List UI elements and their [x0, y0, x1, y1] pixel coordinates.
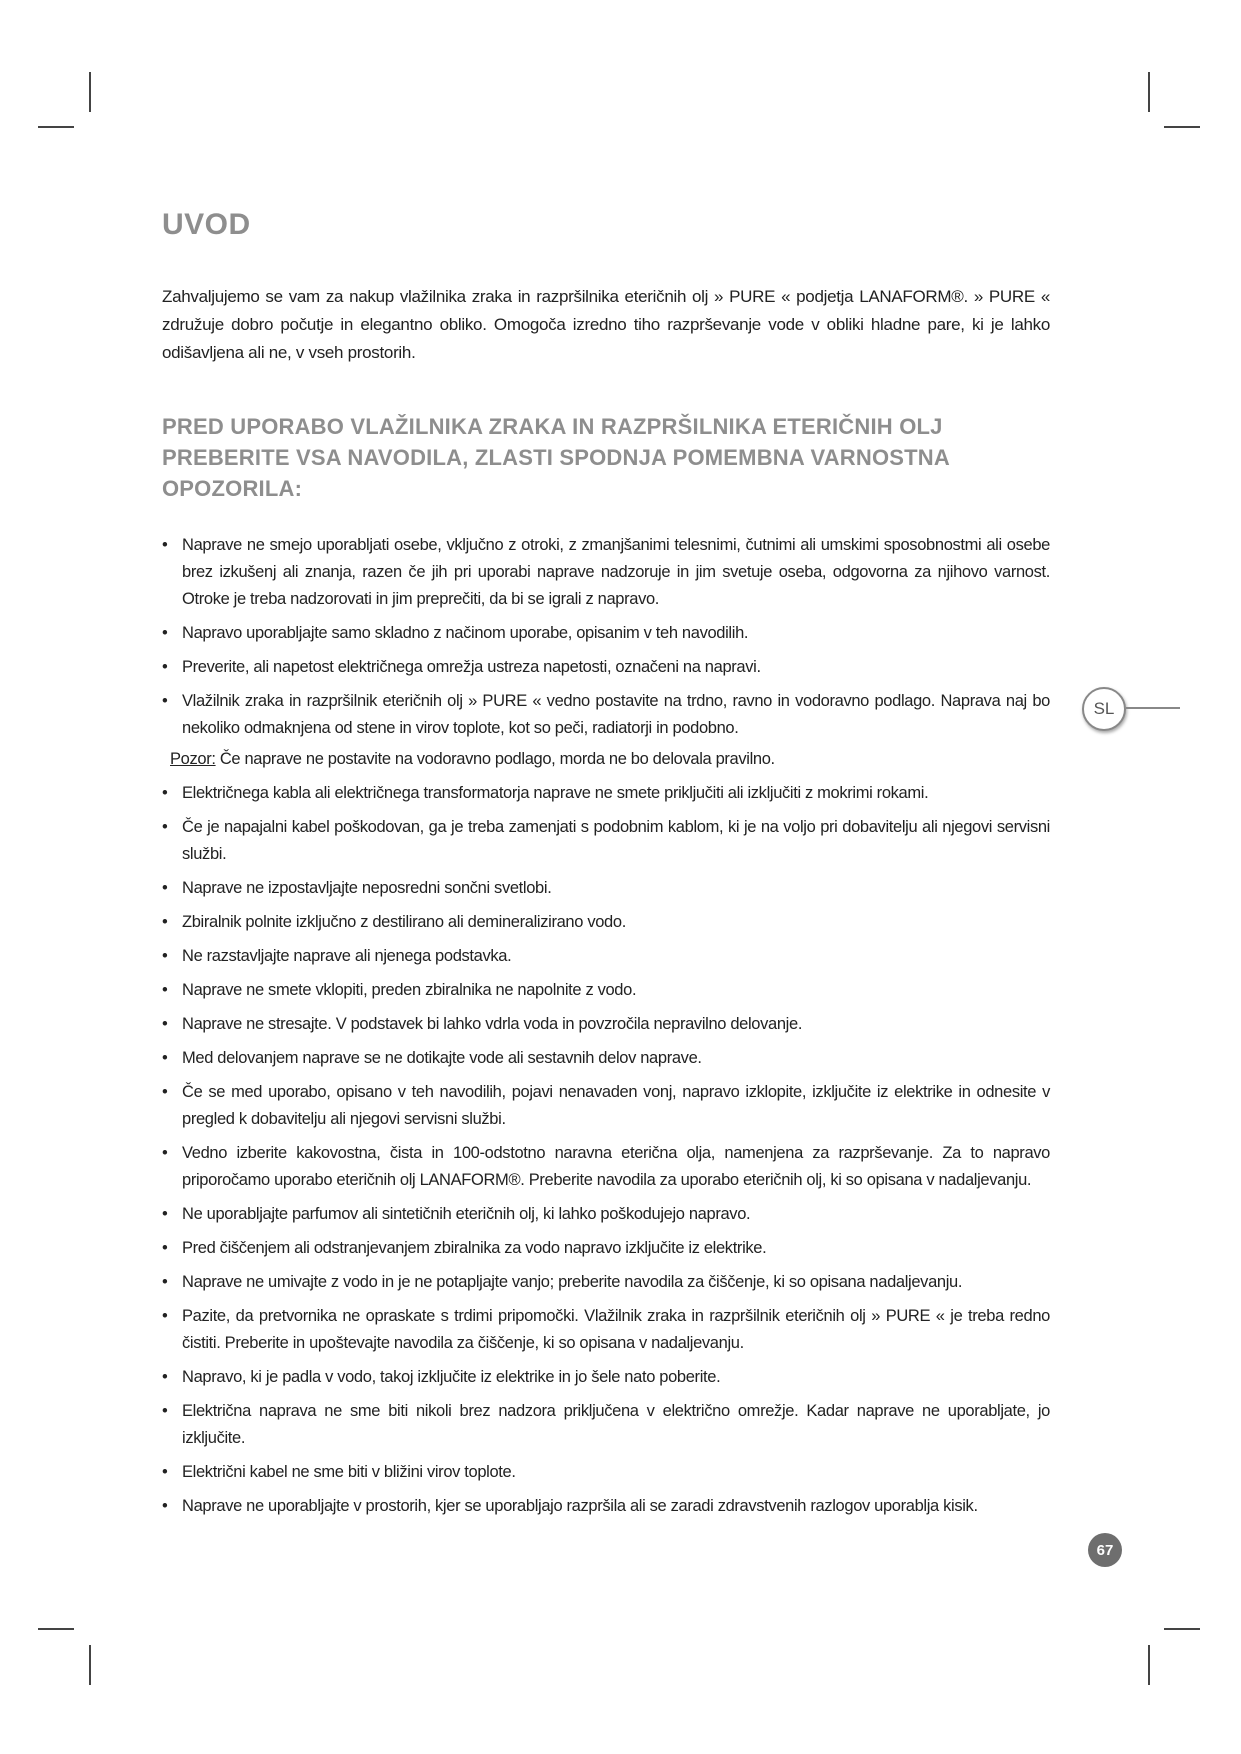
list-item: • Če se med uporabo, opisano v teh navodilih, pojavi nenavaden vonj, napravo izklopite, izključite iz elektrike in odnesite v pregled k dobavitelju ali njegovi servisni službi.	[162, 1079, 1050, 1133]
crop-mark-top-left-vertical	[89, 72, 91, 112]
caution-label: Pozor:	[170, 750, 216, 768]
list-item: • Vedno izberite kakovostna, čista in 100-odstotno naravna eterična olja, namenjena za razprševanje. Za to napravo priporočamo uporabo eteričnih olj LANAFORM®. Preberite navodila za uporabo eteričnih olj, ki so opisana v nadaljevanju.	[162, 1140, 1050, 1194]
list-item: • Pazite, da pretvornika ne opraskate s trdimi pripomočki. Vlažilnik zraka in razpršilnik eteričnih olj » PURE « je treba redno čistiti. Preberite in upoštevajte navodila za čiščenje, ki so opisana v nadaljevanju.	[162, 1303, 1050, 1357]
list-item: • Napravo, ki je padla v vodo, takoj izključite iz elektrike in jo šele nato poberite.	[162, 1364, 1050, 1391]
language-tab: SL	[1082, 687, 1126, 731]
caution-note	[162, 746, 1050, 773]
intro-paragraph: Zahvaljujemo se vam za nakup vlažilnika zraka in razpršilnika eteričnih olj » PURE « podjetja LANAFORM®. » PURE « združuje dobro počutje in elegantno obliko. Omogoča izredno tiho razprševanje vode v obliki hladne pare, ki je lahko odišavljena ali ne, v vseh prostorih.	[162, 287, 1050, 362]
list-item: • Preverite, ali napetost električnega omrežja ustreza napetosti, označeni na napravi.	[162, 654, 1050, 681]
list-item: • Električni kabel ne sme biti v bližini virov toplote.	[162, 1459, 1050, 1486]
page-number-badge: 67	[1088, 1533, 1122, 1567]
crop-mark-bottom-left-horizontal	[38, 1628, 74, 1630]
list-item: • Pred čiščenjem ali odstranjevanjem zbiralnika za vodo napravo izključite iz elektrike.	[162, 1235, 1050, 1262]
list-item: • Vlažilnik zraka in razpršilnik eteričnih olj » PURE « vedno postavite na trdno, ravno in vodoravno podlago. Naprava naj bo nekoliko odmaknjena od stene in virov toplote, kot so peči, radiatorji in podobno.	[162, 688, 1050, 742]
safety-warnings-list	[162, 532, 1050, 1520]
crop-mark-bottom-right-horizontal	[1164, 1628, 1200, 1630]
page-title: UVOD	[162, 208, 251, 241]
crop-mark-top-right-horizontal	[1164, 126, 1200, 128]
list-item: • Ne razstavljajte naprave ali njenega podstavka.	[162, 943, 1050, 970]
crop-mark-bottom-left-vertical	[89, 1645, 91, 1685]
list-item: • Naprave ne izpostavljajte neposredni sončni svetlobi.	[162, 875, 1050, 902]
caution-text: Če naprave ne postavite na vodoravno podlago, morda ne bo delovala pravilno.	[215, 750, 775, 768]
list-item: • Električna naprava ne sme biti nikoli brez nadzora priključena v električno omrežje. Kadar naprave ne uporabljate, jo izključite.	[162, 1398, 1050, 1452]
language-tab-line	[1126, 707, 1180, 709]
list-item: • Naprave ne umivajte z vodo in je ne potapljajte vanjo; preberite navodila za čiščenje, ki so opisana nadaljevanju.	[162, 1269, 1050, 1296]
warning-heading: PRED UPORABO VLAŽILNIKA ZRAKA IN RAZPRŠILNIKA ETERIČNIH OLJ PREBERITE VSA NAVODILA, ZLASTI SPODNJA POMEMBNA VARNOSTNA OPOZORILA:	[162, 414, 950, 501]
list-item: • Zbiralnik polnite izključno z destilirano ali demineralizirano vodo.	[162, 909, 1050, 936]
list-item: • Električnega kabla ali električnega transformatorja naprave ne smete priključiti ali izključiti z mokrimi rokami.	[162, 780, 1050, 807]
crop-mark-top-right-vertical	[1148, 72, 1150, 112]
crop-mark-bottom-right-vertical	[1148, 1645, 1150, 1685]
page-content	[162, 208, 1050, 1520]
list-item: • Naprave ne smejo uporabljati osebe, vključno z otroki, z zmanjšanimi telesnimi, čutnimi ali umskimi sposobnostmi ali osebe brez izkušenj ali znanja, razen če jih pri uporabi naprave nadzoruje in jim svetuje oseba, odgovorna za njihovo varnost. Otroke je treba nadzorovati in jim preprečiti, da bi se igrali z napravo.	[162, 532, 1050, 613]
crop-mark-top-left-horizontal	[38, 126, 74, 128]
list-item: • Če je napajalni kabel poškodovan, ga je treba zamenjati s podobnim kablom, ki je na voljo pri dobavitelju ali njegovi servisni službi.	[162, 814, 1050, 868]
list-item: • Med delovanjem naprave se ne dotikajte vode ali sestavnih delov naprave.	[162, 1045, 1050, 1072]
list-item: • Naprave ne stresajte. V podstavek bi lahko vdrla voda in povzročila nepravilno delovanje.	[162, 1011, 1050, 1038]
list-item: • Napravo uporabljajte samo skladno z načinom uporabe, opisanim v teh navodilih.	[162, 620, 1050, 647]
list-item: • Naprave ne smete vklopiti, preden zbiralnika ne napolnite z vodo.	[162, 977, 1050, 1004]
list-item: • Ne uporabljajte parfumov ali sintetičnih eteričnih olj, ki lahko poškodujejo napravo.	[162, 1201, 1050, 1228]
list-item: • Naprave ne uporabljajte v prostorih, kjer se uporabljajo razpršila ali se zaradi zdravstvenih razlogov uporablja kisik.	[162, 1493, 1050, 1520]
